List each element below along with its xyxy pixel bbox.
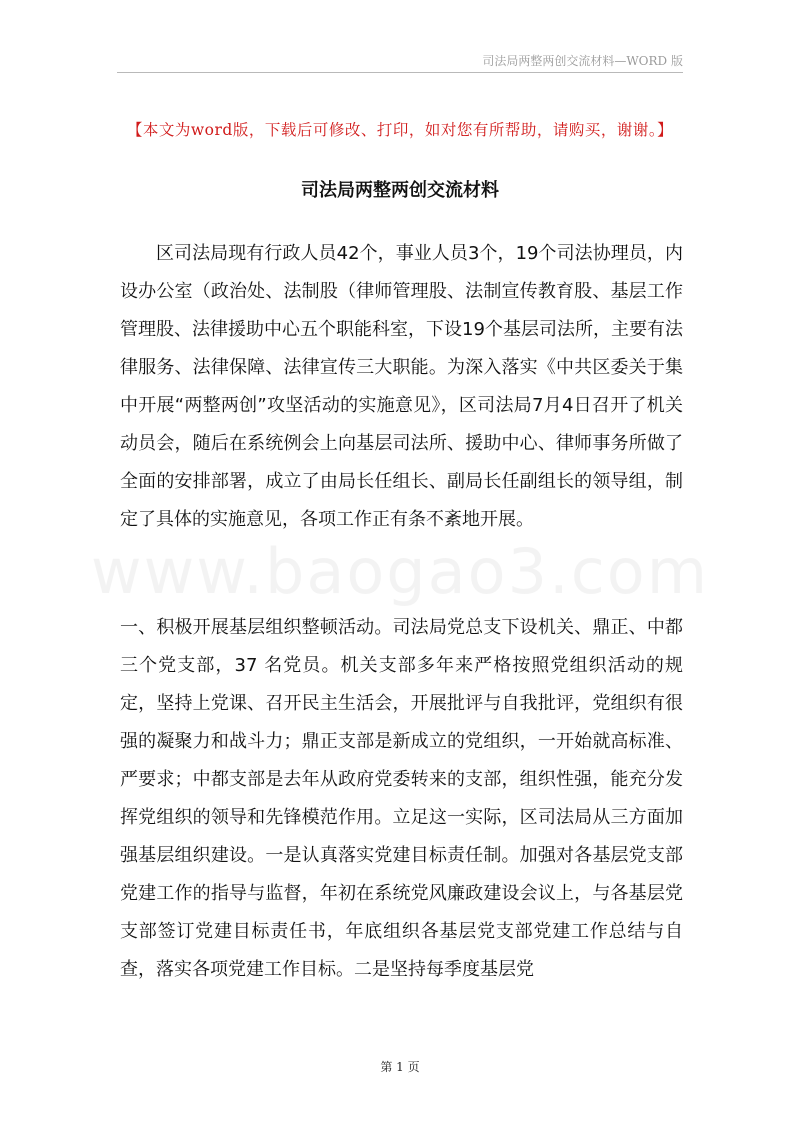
watermark: [0, 535, 800, 608]
paragraph-text: 区司法局现有行政人员42个，事业人员3个，19个司法协理员，内设办公室（政治处、法制股（律师管理股、法制宣传教育股、基层工作管理股、法律援助中心五个职能科室，下设19个基层司法所，主要有法律服务、法律保障、法律宣传三大职能。为深入落实《中共区委关于集中开展“两整两创”攻坚活动的实施意见》，区司法局7月4日召开了机关动员会，随后在系统例会上向基层司法所、援助中心、律师事务所做了全面的安排部署，成立了由局长任组长、副局长任副组长的领导组，制定了具体的实施意见，各项工作正有条不紊地开展。: [120, 243, 683, 530]
download-notice: 【本文为word版，下载后可修改、打印，如对您有所帮助，请购买，谢谢。】: [126, 121, 674, 139]
body-paragraph-2: [120, 609, 683, 989]
paragraph-text: 一、积极开展基层组织整顿活动。司法局党总支下设机关、鼎正、中都三个党支部，37 名党员。机关支部多年来严格按照党组织活动的规定，坚持上党课、召开民主生活会，开展批评与自我批评，党组织有很强的凝聚力和战斗力；鼎正支部是新成立的党组织，一开始就高标准、严要求；中都支部是去年从政府党委转来的支部，组织性强，能充分发挥党组织的领导和先锋模范作用。立足这一实际，区司法局从三方面加强基层组织建设。一是认真落实党建目标责任制。加强对各基层党支部党建工作的指导与监督，年初在系统党风廉政建设会议上，与各基层党支部签订党建目标责任书，年底组织各基层党支部党建工作总结与自查，落实各项党建工作目标。二是坚持每季度基层党: [120, 617, 683, 980]
header-divider: [117, 72, 683, 73]
body-paragraph-1: [120, 235, 683, 539]
document-title: 司法局两整两创交流材料: [301, 180, 499, 201]
running-header: 司法局两整两创交流材料—WORD 版: [482, 54, 683, 68]
page-number: 第 1 页: [380, 1060, 420, 1074]
